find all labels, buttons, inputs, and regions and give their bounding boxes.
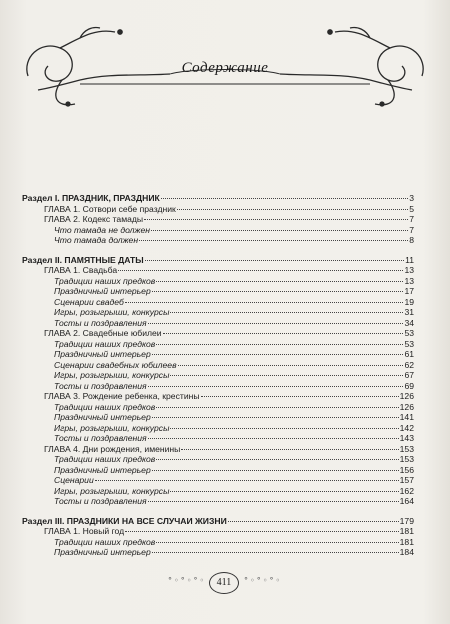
dot-leader	[152, 551, 399, 553]
toc-entry-title: Тосты и поздравления	[54, 380, 147, 391]
dot-leader	[148, 322, 404, 324]
toc-chapter-entry	[22, 526, 414, 537]
toc-subentry	[22, 318, 414, 329]
toc-entry-title: ГЛАВА 1. Свадьба	[44, 265, 118, 275]
toc-entry-title: Праздничный интерьер	[54, 286, 151, 296]
dot-leader	[178, 364, 404, 366]
toc-page-number: 34	[404, 317, 414, 328]
toc-entry-title: ГЛАВА 2. Свадебные юбилеи	[44, 328, 162, 338]
toc-entry-title: ГЛАВА 3. Рождение ребенка, крестины	[44, 391, 200, 401]
toc-subentry	[22, 225, 414, 236]
toc-page-number: 53	[404, 338, 414, 349]
toc-chapter-entry	[22, 214, 414, 225]
dot-leader	[148, 500, 399, 502]
toc-entry-title: Праздничный интерьер	[54, 547, 151, 557]
toc-entry-title: ГЛАВА 4. Дни рождения, именины	[44, 443, 181, 454]
toc-entry-title: ГЛАВА 2. Кодекс тамады	[44, 214, 144, 224]
footer-right-decoration: °◦°◦°◦	[244, 576, 283, 585]
toc-subentry	[22, 496, 414, 507]
section-gap	[22, 246, 414, 255]
toc-page-number: 13	[404, 265, 414, 275]
toc-chapter-entry	[22, 328, 414, 339]
toc-subentry	[22, 360, 414, 371]
toc-subentry	[22, 433, 414, 444]
dot-leader	[170, 311, 403, 313]
toc-page-number: 153	[399, 454, 414, 464]
toc-entry-title: Раздел II. ПАМЯТНЫЕ ДАТЫ	[22, 254, 144, 265]
toc-page-number: 7	[409, 224, 414, 235]
dot-leader	[156, 280, 403, 282]
toc-entry-title: ГЛАВА 1. Сотвори себе праздник	[44, 203, 176, 214]
dot-leader	[170, 374, 403, 376]
toc-entry-title: Праздничный интерьер	[54, 412, 151, 422]
toc-page-number: 5	[409, 203, 414, 214]
toc-entry-title: ГЛАВА 1. Новый год	[44, 526, 125, 536]
toc-entry-title: Что тамада должен	[54, 235, 139, 245]
dot-leader	[201, 395, 399, 397]
dot-leader	[170, 427, 398, 429]
dot-leader	[152, 469, 399, 471]
toc-entry-title: Раздел I. ПРАЗДНИК, ПРАЗДНИК	[22, 193, 160, 203]
toc-subentry	[22, 286, 414, 297]
toc-subentry	[22, 276, 414, 287]
toc-entry-title: Что тамада не должен	[54, 224, 150, 235]
toc-entry-title: Сценарии свадеб	[54, 296, 124, 307]
toc-page-number: 53	[404, 328, 414, 338]
toc-entry-title: Традиции наших предков	[54, 454, 156, 464]
toc-subentry	[22, 235, 414, 246]
toc-page-number: 11	[405, 254, 414, 265]
page-number: 411	[209, 572, 239, 594]
toc-entry-title: Сценарии	[54, 475, 94, 485]
dot-leader	[151, 229, 408, 231]
toc-page-number: 17	[404, 286, 414, 296]
toc-subentry	[22, 370, 414, 381]
toc-page-number: 67	[404, 370, 414, 380]
toc-page-number: 3	[409, 193, 414, 203]
dot-leader	[156, 406, 398, 408]
toc-page-number: 184	[399, 547, 414, 557]
dot-leader	[125, 301, 404, 303]
toc-page-number: 162	[399, 485, 414, 496]
toc-entry-title: Игры, розыгрыши, конкурсы	[54, 422, 170, 433]
toc-subentry	[22, 475, 414, 486]
dot-leader	[148, 437, 399, 439]
toc-page-number: 13	[404, 275, 414, 286]
toc-entry-title: Традиции наших предков	[54, 536, 156, 547]
toc-page-number: 164	[399, 496, 414, 506]
dot-leader	[95, 479, 399, 481]
toc-subentry	[22, 412, 414, 423]
toc-page-number: 181	[399, 526, 414, 536]
toc-subentry	[22, 402, 414, 413]
dot-leader	[228, 520, 399, 522]
dot-leader	[125, 530, 399, 532]
toc-entry-title: Раздел III. ПРАЗДНИКИ НА ВСЕ СЛУЧАИ ЖИЗНИ	[22, 515, 227, 526]
dot-leader	[139, 239, 408, 241]
section-gap	[22, 507, 414, 516]
toc-subentry	[22, 381, 414, 392]
toc-chapter-entry	[22, 265, 414, 276]
toc-page-number: 143	[399, 433, 414, 443]
toc-subentry	[22, 537, 414, 548]
dot-leader	[152, 416, 399, 418]
toc-entry-title: Праздничный интерьер	[54, 464, 151, 475]
toc-page-number: 61	[404, 349, 414, 359]
toc-entry-title: Праздничный интерьер	[54, 349, 151, 359]
toc-subentry	[22, 297, 414, 308]
toc-page-number: 31	[404, 307, 414, 317]
toc-page-number: 141	[399, 412, 414, 422]
toc-page-number: 181	[399, 536, 414, 547]
toc-chapter-entry	[22, 204, 414, 215]
toc-page-number: 62	[404, 359, 414, 370]
toc-entry-title: Тосты и поздравления	[54, 317, 147, 328]
dot-leader	[170, 490, 398, 492]
toc-subentry	[22, 465, 414, 476]
toc-page-number: 126	[399, 391, 414, 401]
page-title: Содержание	[181, 60, 269, 76]
toc-page-number: 156	[399, 464, 414, 475]
toc-page-number: 153	[399, 443, 414, 454]
toc-page-number: 179	[399, 515, 414, 526]
dot-leader	[118, 269, 403, 271]
dot-leader	[156, 458, 398, 460]
dot-leader	[152, 353, 404, 355]
dot-leader	[161, 197, 408, 199]
toc-page-number: 142	[399, 422, 414, 433]
toc-page-number: 8	[409, 235, 414, 245]
toc-entry-title: Тосты и поздравления	[54, 496, 147, 506]
dot-leader	[148, 385, 404, 387]
dot-leader	[163, 332, 404, 334]
toc-page-number: 157	[399, 475, 414, 485]
toc-page-number: 126	[399, 401, 414, 412]
toc-subentry	[22, 423, 414, 434]
dot-leader	[177, 208, 408, 210]
toc-entry-title: Тосты и поздравления	[54, 433, 147, 443]
toc-entry-title: Игры, розыгрыши, конкурсы	[54, 485, 170, 496]
toc-subentry	[22, 486, 414, 497]
toc-entry-title: Традиции наших предков	[54, 401, 156, 412]
toc-entry-title: Традиции наших предков	[54, 338, 156, 349]
toc-entry-title: Игры, розыгрыши, конкурсы	[54, 370, 170, 380]
toc-subentry	[22, 547, 414, 558]
toc-subentry	[22, 307, 414, 318]
page-footer	[0, 572, 450, 596]
toc-entry-title: Сценарии свадебных юбилеев	[54, 359, 177, 370]
table-of-contents	[22, 193, 414, 558]
dot-leader	[181, 448, 398, 450]
toc-section-entry	[22, 255, 414, 266]
dot-leader	[156, 541, 398, 543]
footer-left-decoration: °◦°◦°◦	[168, 576, 207, 585]
toc-subentry	[22, 454, 414, 465]
toc-chapter-entry	[22, 444, 414, 455]
toc-page-number: 7	[409, 214, 414, 224]
toc-entry-title: Традиции наших предков	[54, 275, 156, 286]
dot-leader	[156, 343, 403, 345]
toc-section-entry	[22, 193, 414, 204]
toc-subentry	[22, 349, 414, 360]
toc-section-entry	[22, 516, 414, 527]
toc-entry-title: Игры, розыгрыши, конкурсы	[54, 307, 170, 317]
dot-leader	[152, 290, 404, 292]
toc-page-number: 69	[404, 380, 414, 391]
toc-subentry	[22, 339, 414, 350]
toc-page-number: 19	[404, 296, 414, 307]
dot-leader	[144, 218, 408, 220]
toc-chapter-entry	[22, 391, 414, 402]
dot-leader	[145, 259, 404, 261]
